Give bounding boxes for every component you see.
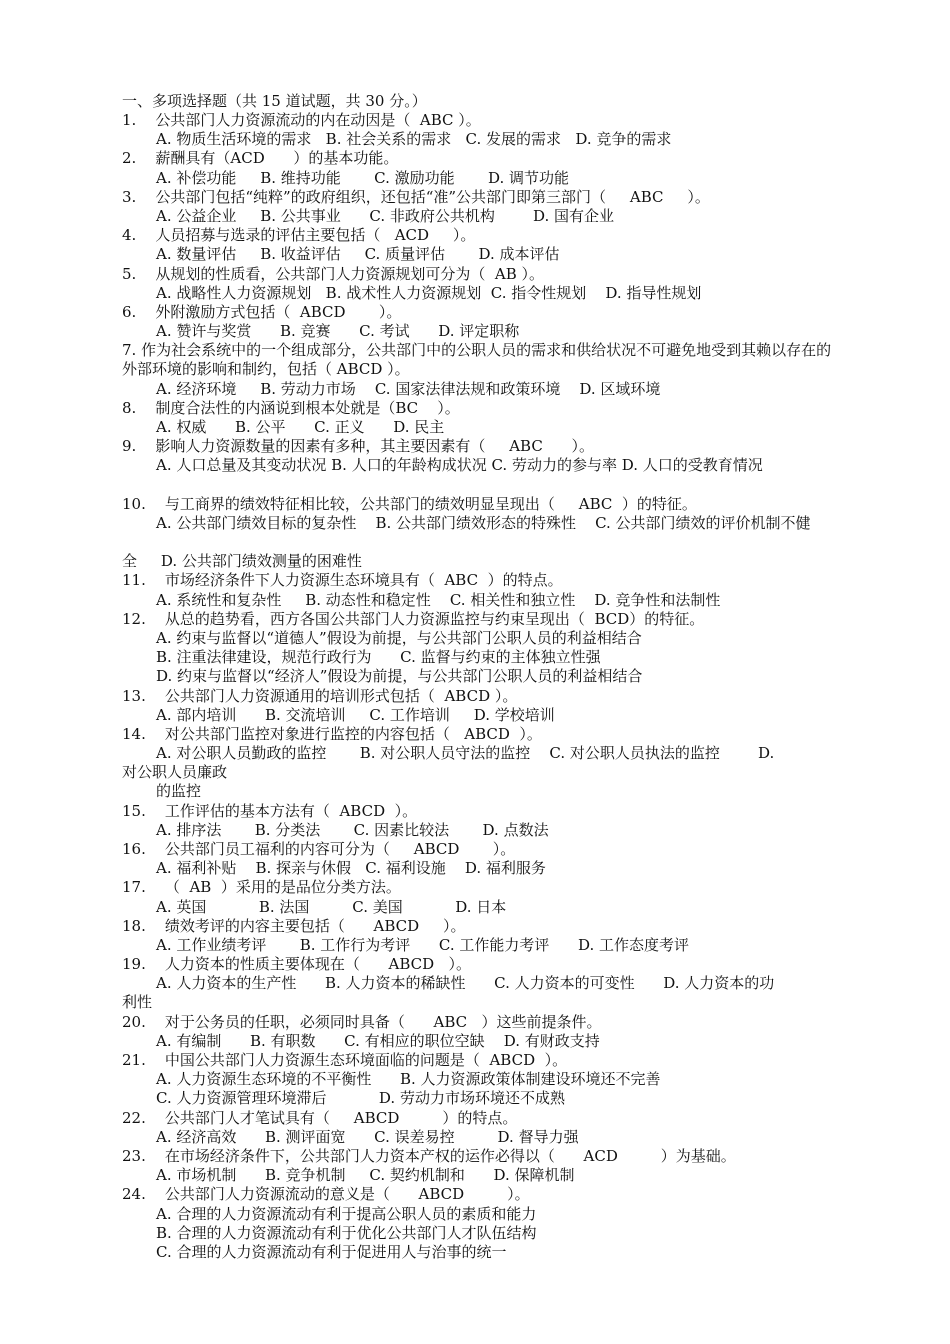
options-2: A. 补偿功能 B. 维持功能 C. 激励功能 D. 调节功能	[156, 169, 570, 187]
options-10-cont: 全 D. 公共部门绩效测量的困难性	[122, 552, 362, 570]
options-3: A. 公益企业 B. 公共事业 C. 非政府公共机构 D. 国有企业	[156, 207, 615, 225]
question-3: 3. 公共部门包括“纯粹”的政府组织，还包括“准”公共部门即第三部门（ ABC ）。	[122, 188, 710, 206]
question-16: 16. 公共部门员工福利的内容可分为（ ABCD ）。	[122, 840, 516, 858]
question-19: 19. 人力资本的性质主要体现在（ ABCD ）。	[122, 955, 471, 973]
question-22: 22. 公共部门人才笔试具有（ ABCD ）的特点。	[122, 1109, 518, 1127]
question-18: 18. 绩效考评的内容主要包括（ ABCD ）。	[122, 917, 466, 935]
options-10: A. 公共部门绩效目标的复杂性 B. 公共部门绩效形态的特殊性 C. 公共部门绩效的评价机制不健	[156, 514, 811, 532]
option-12a: A. 约束与监督以“道德人”假设为前提，与公共部门公职人员的利益相结合	[156, 629, 642, 647]
options-15: A. 排序法 B. 分类法 C. 因素比较法 D. 点数法	[156, 821, 549, 839]
options-4: A. 数量评估 B. 收益评估 C. 质量评估 D. 成本评估	[156, 245, 560, 263]
question-11: 11. 市场经济条件下人力资源生态环境具有（ ABC ）的特点。	[122, 571, 563, 589]
option-24b: B. 合理的人力资源流动有利于优化公共部门人才队伍结构	[156, 1224, 537, 1242]
question-21: 21. 中国公共部门人力资源生态环境面临的问题是（ ABCD ）。	[122, 1051, 568, 1069]
options-22: A. 经济高效 B. 测评面宽 C. 误差易控 D. 督导力强	[156, 1128, 579, 1146]
question-4: 4. 人员招募与选录的评估主要包括（ ACD ）。	[122, 226, 476, 244]
options-14: A. 对公职人员勤政的监控 B. 对公职人员守法的监控 C. 对公职人员执法的监控 D.	[156, 744, 775, 762]
question-5: 5. 从规划的性质看，公共部门人力资源规划可分为（ AB ）。	[122, 265, 545, 283]
question-17: 17. （ AB ）采用的是品位分类方法。	[122, 878, 401, 896]
question-6: 6. 外附激励方式包括（ ABCD ）。	[122, 303, 402, 321]
options-9: A. 人口总量及其变动状况 B. 人口的年龄构成状况 C. 劳动力的参与率 D. 人口的受教育情况	[156, 456, 763, 474]
options-8: A. 权威 B. 公平 C. 正义 D. 民主	[156, 418, 445, 436]
question-9: 9. 影响人力资源数量的因素有多种，其主要因素有（ ABC ）。	[122, 437, 594, 455]
options-7: A. 经济环境 B. 劳动力市场 C. 国家法律法规和政策环境 D. 区域环境	[156, 380, 661, 398]
options-17: A. 英国 B. 法国 C. 美国 D. 日本	[156, 898, 507, 916]
question-14: 14. 对公共部门监控对象进行监控的内容包括（ ABCD ）。	[122, 725, 542, 743]
options-19: A. 人力资本的生产性 B. 人力资本的稀缺性 C. 人力资本的可变性 D. 人力资本的功	[156, 974, 775, 992]
section-header-text: 一、多项选择题（共 15 道试题，共 30 分。）	[122, 92, 427, 110]
option-12d: D. 约束与监督以“经济人”假设为前提，与公共部门公职人员的利益相结合	[156, 667, 643, 685]
options-11: A. 系统性和复杂性 B. 动态性和稳定性 C. 相关性和独立性 D. 竞争性和法制性	[156, 591, 721, 609]
question-1: 1. 公共部门人力资源流动的内在动因是（ ABC ）。	[122, 111, 481, 129]
question-8: 8. 制度合法性的内涵说到根本处就是（BC ）。	[122, 399, 460, 417]
options-5: A. 战略性人力资源规划 B. 战术性人力资源规划 C. 指令性规划 D. 指导性规划	[156, 284, 702, 302]
options-14-cont2: 的监控	[156, 782, 202, 800]
options-19-cont: 利性	[122, 993, 153, 1011]
options-6: A. 赞许与奖赏 B. 竞赛 C. 考试 D. 评定职称	[156, 322, 520, 340]
question-20: 20. 对于公务员的任职，必须同时具备（ ABC ）这些前提条件。	[122, 1013, 602, 1031]
question-13: 13. 公共部门人力资源通用的培训形式包括（ ABCD ）。	[122, 687, 518, 705]
option-24a: A. 合理的人力资源流动有利于提高公职人员的素质和能力	[156, 1205, 537, 1223]
section-header	[122, 92, 427, 111]
question-24: 24. 公共部门人力资源流动的意义是（ ABCD ）。	[122, 1185, 530, 1203]
options-18: A. 工作业绩考评 B. 工作行为考评 C. 工作能力考评 D. 工作态度考评	[156, 936, 690, 954]
options-1: A. 物质生活环境的需求 B. 社会关系的需求 C. 发展的需求 D. 竞争的需求	[156, 130, 672, 148]
option-24c: C. 合理的人力资源流动有利于促进用人与治事的统一	[156, 1243, 507, 1261]
question-10: 10. 与工商界的绩效特征相比较，公共部门的绩效明显呈现出（ ABC ）的特征。	[122, 495, 697, 513]
question-12: 12. 从总的趋势看，西方各国公共部门人力资源监控与约束呈现出（ BCD）的特征。	[122, 610, 705, 628]
option-12bc: B. 注重法律建设，规范行政行为 C. 监督与约束的主体独立性强	[156, 648, 601, 666]
question-23: 23. 在市场经济条件下，公共部门人力资本产权的运作必得以（ ACD ）为基础。	[122, 1147, 736, 1165]
options-13: A. 部内培训 B. 交流培训 C. 工作培训 D. 学校培训	[156, 706, 555, 724]
question-7: 7. 作为社会系统中的一个组成部分，公共部门中的公职人员的需求和供给状况不可避免地受到其赖以存在的外部环境的影响和制约，包括（ ABCD ）。	[122, 341, 832, 379]
options-14-cont: 对公职人员廉政	[122, 763, 228, 781]
options-20: A. 有编制 B. 有职数 C. 有相应的职位空缺 D. 有财政支持	[156, 1032, 600, 1050]
options-21ab: A. 人力资源生态环境的不平衡性 B. 人力资源政策体制建设环境还不完善	[156, 1070, 661, 1088]
options-23: A. 市场机制 B. 竞争机制 C. 契约机制和 D. 保障机制	[156, 1166, 575, 1184]
options-16: A. 福利补贴 B. 探亲与休假 C. 福利设施 D. 福利服务	[156, 859, 546, 877]
options-21cd: C. 人力资源管理环境滞后 D. 劳动力市场环境还不成熟	[156, 1089, 565, 1107]
question-2: 2. 薪酬具有（ACD ）的基本功能。	[122, 149, 399, 167]
question-15: 15. 工作评估的基本方法有（ ABCD ）。	[122, 802, 418, 820]
